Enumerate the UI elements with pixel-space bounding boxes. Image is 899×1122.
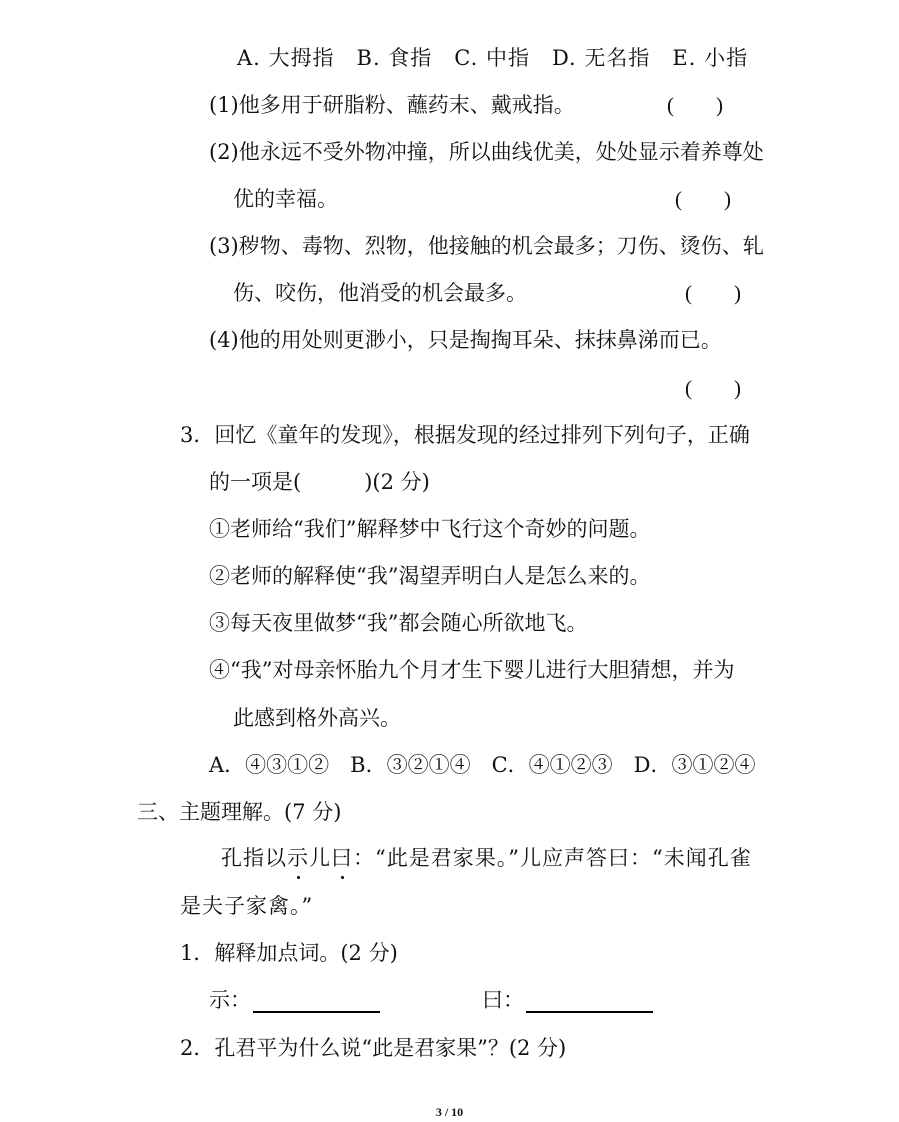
section-3-title: 三、主题理解。(7 分) — [137, 800, 342, 824]
section-3-q2: 2．孔君平为什么说“此是君家果”？(2 分) — [180, 1036, 567, 1060]
q2-item-3-cont: 伤、咬伤，他消受的机会最多。 — [233, 281, 527, 305]
q3-sentence-4: ④“我”对母亲怀胎九个月才生下婴儿进行大胆猜想，并为 — [209, 658, 735, 682]
q3-options: A．④③①② B．③②①④ C．④①②③ D．③①②④ — [209, 753, 756, 777]
q2-item-2: (2)他永远不受外物冲撞，所以曲线优美，处处显示着养尊处 — [209, 140, 764, 164]
answer-paren-3[interactable]: ( ) — [685, 281, 741, 305]
emphasis-dot — [341, 876, 344, 879]
emphasis-dot — [297, 876, 300, 879]
passage-rest: ：“此是君家果。”儿应声答曰：“未闻孔雀 — [353, 846, 752, 870]
section-3-q1: 1．解释加点词。(2 分) — [180, 941, 398, 965]
q2-item-4: (4)他的用处则更渺小，只是掏掏耳朵、抹抹鼻涕而已。 — [209, 328, 722, 352]
passage-line-2: 是夫子家禽。” — [180, 894, 314, 918]
q3-stem-cont[interactable]: 的一项是( )(2 分) — [209, 470, 430, 494]
page-number: 3 / 10 — [435, 1105, 464, 1119]
q3-sentence-4-cont: 此感到格外高兴。 — [233, 706, 401, 730]
answer-paren-4[interactable]: ( ) — [685, 376, 741, 400]
dotted-word-shi: 示 — [287, 843, 309, 873]
answer-paren-2[interactable]: ( ) — [675, 187, 731, 211]
q3-sentence-1: ①老师给“我们”解释梦中飞行这个奇妙的问题。 — [209, 517, 651, 541]
answer-blank-yue[interactable] — [526, 1011, 653, 1013]
q1-label-shi: 示： — [209, 988, 251, 1012]
q1-label-yue: 曰： — [482, 988, 524, 1012]
q3-sentence-2: ②老师的解释使“我”渴望弄明白人是怎么来的。 — [209, 564, 651, 588]
answer-paren-1[interactable]: ( ) — [667, 93, 723, 117]
q2-item-2-cont: 优的幸福。 — [233, 187, 338, 211]
passage-mid: 儿 — [309, 846, 331, 870]
q2-options: A. 大拇指 B. 食指 C. 中指 D. 无名指 E. 小指 — [237, 46, 749, 70]
passage-start: 孔指以 — [221, 846, 287, 870]
q3-stem: 3．回忆《童年的发现》，根据发现的经过排列下列句子，正确 — [180, 423, 750, 447]
q2-item-3: (3)秽物、毒物、烈物，他接触的机会最多；刀伤、烫伤、轧 — [209, 234, 764, 258]
dotted-word-yue: 曰 — [331, 843, 353, 873]
answer-blank-shi[interactable] — [253, 1011, 380, 1013]
q2-item-1: (1)他多用于研脂粉、蘸药末、戴戒指。 — [209, 93, 575, 117]
q3-sentence-3: ③每天夜里做梦“我”都会随心所欲地飞。 — [209, 611, 588, 635]
passage-line-1 — [221, 843, 752, 873]
